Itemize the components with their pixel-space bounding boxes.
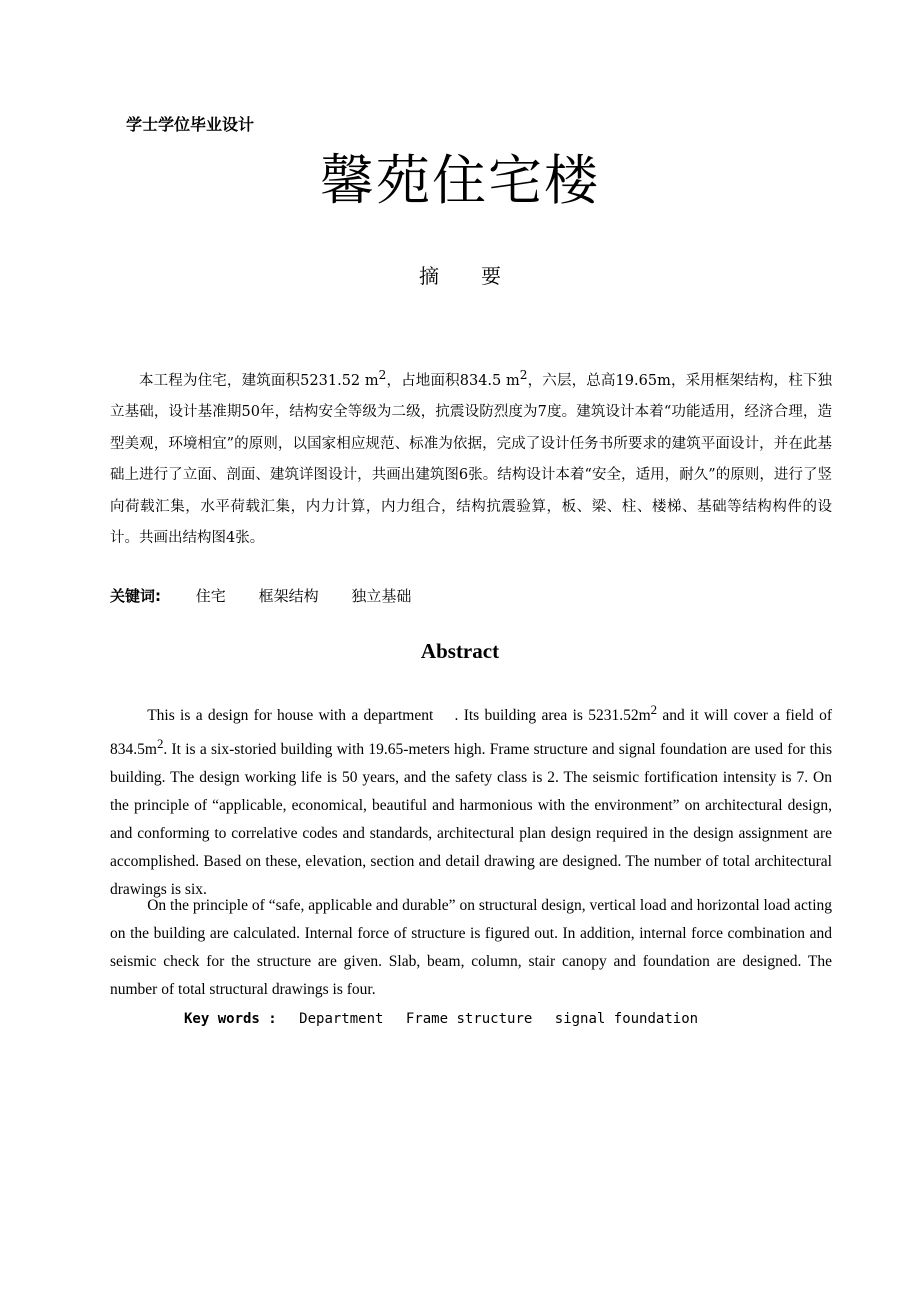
heading-char: 要: [481, 264, 501, 288]
degree-label: 学士学位毕业设计: [126, 115, 255, 134]
text-run: This is a design for house with a department: [147, 707, 434, 725]
chinese-keywords: [110, 585, 439, 606]
text-run: ，六层，总高19.65m，采用框架结构，柱下独立基础，设计基准期50年，结构安全等级为二级，抗震设防烈度为7度。建筑设计本着“功能适用，经济合理，造型美观，环境相宜”的原则，以国家相应规范、标准为依据，完成了设计任务书所要求的建筑平面设计，并在此基础上进行了立面、剖面、建筑详图设计，共画出建筑图6张。结构设计本着“安全，适用，耐久”的原则，进行了竖向荷载汇集，水平荷载汇集，内力计算，内力组合，结构抗震验算，板、梁、柱、楼梯、基础等结构构件的设计。共画出结构图4张。: [110, 372, 832, 547]
english-keywords: [184, 1011, 698, 1027]
superscript: 2: [650, 702, 658, 717]
english-abstract-paragraph-2: On the principle of “safe, applicable and durable” on structural design, vertical load and horizontal load acting on the building are calculated. Internal force of structure is figured out. In addition, internal force combination and seismic check for the structure are given. Slab, beam, column, stair canopy and foundation are designed. The number of total structural drawings is four.: [110, 897, 832, 998]
chinese-abstract-text: [110, 360, 832, 555]
keywords-label: Key words :: [184, 1011, 277, 1027]
english-abstract-heading: Abstract: [420, 639, 500, 663]
text-run: and it will cover a field of 834.5m: [110, 707, 832, 759]
english-abstract-paragraph-1: [110, 696, 832, 904]
keyword: Department: [299, 1011, 384, 1027]
text-run: 本工程为住宅，建筑面积5231.52 m: [139, 372, 379, 389]
heading-char: 摘: [419, 264, 439, 288]
superscript: 2: [156, 736, 164, 752]
chinese-abstract-heading: [0, 260, 920, 289]
superscript: 2: [519, 368, 528, 382]
text-run: . Its building area is 5231.52m: [454, 707, 651, 725]
text-run: . It is a six-storied building with 19.65-meters high. Frame structure and signal foundation are used for this building. The design working life is 50 years, and the safety class is 2. The seismic fortification intensity is 7. On the principle of “applicable, economical, beautiful and harmonious with the environment” on architectural design, and conforming to correlative codes and standards, architectural plan design required in the design assignment are accomplished. Based on these, elevation, section and detail drawing are designed. The number of total architectural drawings is six.: [110, 741, 832, 899]
keyword: 住宅: [195, 587, 226, 605]
keywords-label: 关键词:: [110, 587, 161, 605]
keyword: Frame structure: [405, 1011, 533, 1027]
keyword: 独立基础: [351, 587, 412, 605]
keyword: signal foundation: [554, 1011, 699, 1027]
text-run: ，占地面积834.5 m: [386, 372, 520, 389]
thesis-title: 馨苑住宅楼: [320, 149, 600, 212]
keyword: 框架结构: [258, 587, 319, 605]
superscript: 2: [378, 368, 387, 382]
